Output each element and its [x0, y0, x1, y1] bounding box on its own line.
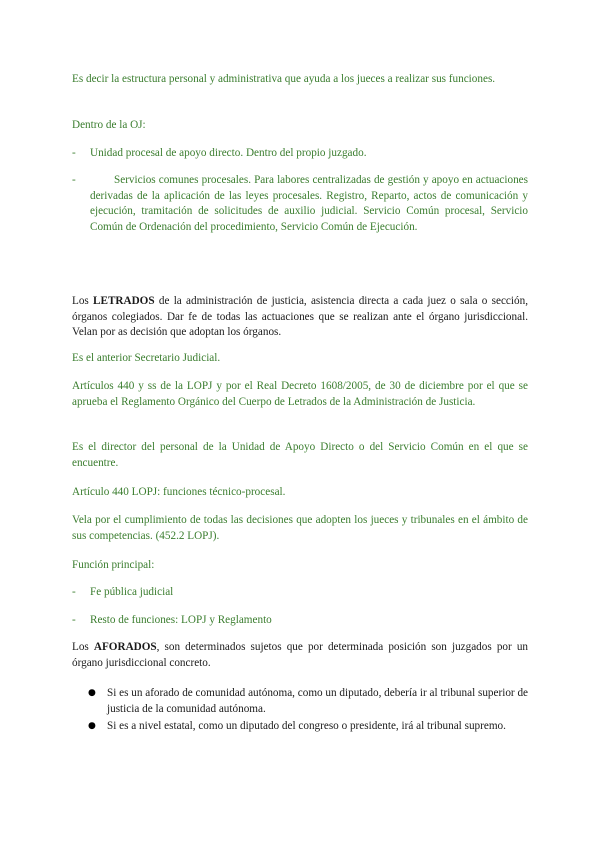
paragraph-letrados [72, 294, 528, 341]
bullet-item [88, 686, 528, 717]
list-item-text: Resto de funciones: LOPJ y Reglamento [90, 614, 272, 626]
paragraph-funcion-principal: Función principal: [72, 559, 155, 571]
paragraph-articulo-440: Artículo 440 LOPJ: funciones técnico-procesal. [72, 486, 286, 498]
paragraph-vela: Vela por el cumplimiento de todas las decisiones que adopten los jueces y tribunales en el ámbito de sus competencias. (452.2 LOPJ). [72, 514, 528, 542]
list-item [72, 173, 528, 235]
bullet-item [88, 719, 528, 735]
bullet-icon: ● [88, 721, 96, 731]
dash-marker: - [72, 586, 76, 598]
aforados-post: , son determinados sujetos que por determinada posición son juzgados por un órgano jurisdiccional concreto. [72, 641, 529, 669]
list-item-text: Unidad procesal de apoyo directo. Dentro del propio juzgado. [90, 147, 367, 159]
list-item-text: Servicios comunes procesales. Para labores centralizadas de gestión y apoyo en actuaciones derivadas de la aplicación de las leyes procesales. Registro, Reparto, actos de comunicación y ejecución, tramitación de solicitudes de auxilio judicial. Servicio Común procesal, Servicio Común de Ordenación del procedimiento, Servicio Común de Ejecución. [90, 174, 528, 233]
paragraph-director: Es el director del personal de la Unidad de Apoyo Directo o del Servicio Común en el que se encuentre. [72, 441, 528, 469]
bullet-text: Si es a nivel estatal, como un diputado del congreso o presidente, irá al tribunal supremo. [107, 720, 506, 732]
paragraph-structure: Es decir la estructura personal y administrativa que ayuda a los jueces a realizar sus funciones. [72, 73, 496, 85]
paragraph-secretario: Es el anterior Secretario Judicial. [72, 352, 221, 364]
letrados-heading: LETRADOS [93, 295, 155, 307]
paragraph-dentro-oj: Dentro de la OJ: [72, 119, 146, 131]
dash-marker: - [72, 147, 76, 159]
list-item [72, 585, 528, 601]
letrados-pre: Los [72, 295, 94, 307]
paragraph-articulos: Artículos 440 y ss de la LOPJ y por el Real Decreto 1608/2005, de 30 de diciembre por el que se aprueba el Reglamento Orgánico del Cuerpo de Letrados de la Administración de Justicia. [72, 380, 528, 408]
letrados-post: de la administración de justicia, asistencia directa a cada juez o sala o sección, órganos colegiados. Dar fe de todas las actuaciones que se realizan ante el órgano jurisdiccional. Velan por as decisión que adoptan los órganos. [72, 295, 528, 339]
list-item [72, 613, 528, 629]
list-item-text: Fe pública judicial [90, 586, 174, 598]
dash-marker: - [72, 174, 76, 186]
aforados-heading: AFORADOS [93, 641, 157, 653]
bullet-icon: ● [88, 688, 96, 698]
dash-marker: - [72, 614, 76, 626]
paragraph-aforados [72, 640, 528, 671]
bullet-text: Si es un aforado de comunidad autónoma, como un diputado, debería ir al tribunal superior de justicia de la comunidad autónoma. [107, 687, 528, 715]
list-item [72, 146, 528, 162]
aforados-pre: Los [72, 641, 94, 653]
